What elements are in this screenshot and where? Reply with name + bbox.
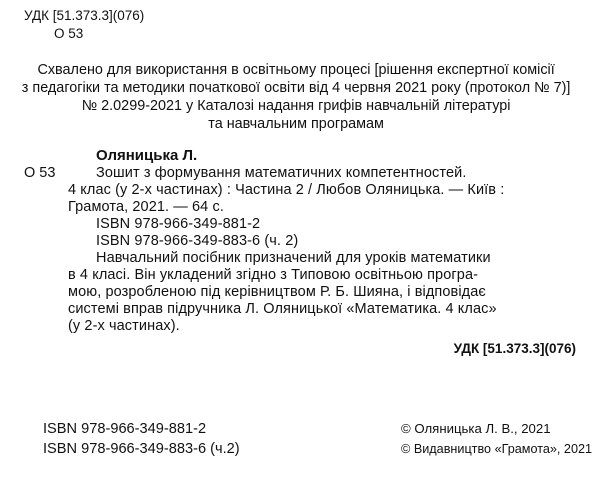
annotation-line-3: мою, розробленою під керівництвом Р. Б. Шияна, і відповідає	[68, 284, 486, 300]
udk-header: УДК [51.373.3](076)	[24, 8, 145, 23]
approval-line-4: та навчальним програмам	[208, 116, 384, 132]
annotation-line-5: (у 2-х частинах).	[68, 318, 180, 334]
annotation-line-2: в 4 класі. Він укладений згідно з Типовою освітньою програ-	[68, 267, 479, 283]
description-line-2: 4 клас (у 2-х частинах) : Частина 2 / Любов Оляницька. — Київ :	[68, 182, 505, 198]
isbn-line-2: ISBN 978-966-349-883-6 (ч. 2)	[96, 233, 299, 249]
copyright-publisher: © Видавництво «Грамота», 2021	[401, 441, 593, 456]
footer-isbn-1: ISBN 978-966-349-881-2	[43, 421, 207, 437]
annotation-line-1: Навчальний посібник призначений для уроків математики	[96, 250, 491, 266]
approval-line-1: Схвалено для використання в освітньому процесі [рішення експертної комісії	[37, 62, 555, 78]
annotation-line-4: системі вправ підручника Л. Оляницької «Математика. 4 клас»	[68, 301, 497, 317]
description-line-3: Грамота, 2021. — 64 с.	[68, 199, 224, 215]
approval-line-2: з педагогіки та методики початкової освіти від 4 червня 2021 року (протокол № 7)]	[21, 80, 571, 96]
catalog-code-header: О 53	[54, 26, 84, 41]
description-line-1: Зошит з формування математичних компетентностей.	[96, 165, 467, 181]
approval-line-3: № 2.0299-2021 у Каталозі надання грифів навчальній літературі	[81, 98, 511, 114]
udk-entry: УДК [51.373.3](076)	[453, 341, 576, 356]
copyright-author: © Оляницька Л. В., 2021	[401, 421, 551, 436]
catalog-code: О 53	[24, 165, 56, 181]
author-name: Оляницька Л.	[96, 147, 198, 164]
isbn-line-1: ISBN 978-966-349-881-2	[96, 216, 261, 232]
footer-isbn-2: ISBN 978-966-349-883-6 (ч.2)	[43, 441, 240, 457]
